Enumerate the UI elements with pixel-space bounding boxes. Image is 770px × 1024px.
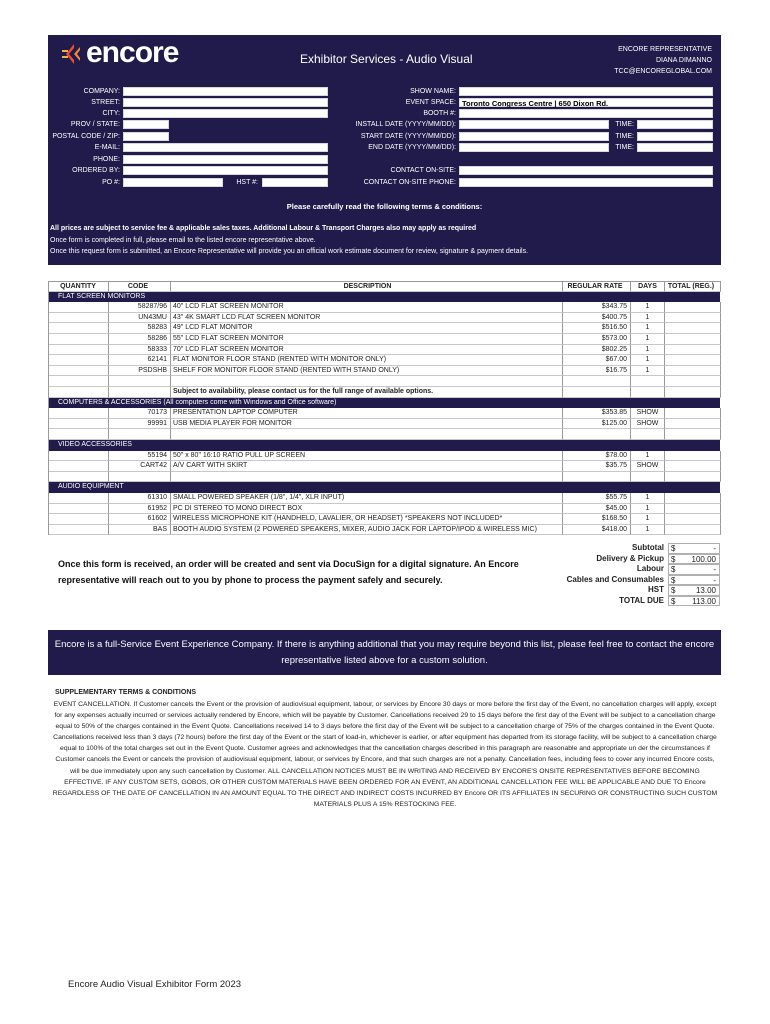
total-value [668,543,720,554]
item-days: SHOW [631,408,665,419]
company-label: COMPANY: [83,88,120,95]
amount: - [713,544,716,553]
quantity-input[interactable] [48,376,109,387]
terms-line-3: Once this request form is submitted, an Encore Representative will provide you an official work estimate document for review, signature & payment details. [50,248,529,255]
amount: 100.00 [691,554,716,564]
item-rate [563,472,631,483]
rate-header: REGULAR RATE [563,281,631,292]
category-row [48,440,720,451]
table-row [48,525,720,536]
start-time-field[interactable] [637,132,713,141]
currency-symbol: $ [671,586,676,595]
item-days: 1 [631,334,665,345]
item-days: 1 [631,313,665,324]
item-code: 55194 [109,451,171,462]
quantity-input[interactable] [48,525,109,536]
item-rate [563,387,631,398]
quantity-input[interactable] [48,504,109,515]
booth-label: BOOTH #: [423,110,456,117]
hst-label: HST #: [236,179,258,186]
item-total [665,504,721,515]
item-description: PRESENTATION LAPTOP COMPUTER [171,408,563,419]
item-description: SHELF FOR MONITOR FLOOR STAND (RENTED WITH STAND ONLY) [171,366,563,377]
item-code: 70173 [109,408,171,419]
form-title: Exhibitor Services - Audio Visual [300,52,473,66]
booth-field[interactable] [459,109,713,118]
item-code: BAS [109,525,171,536]
total-value [668,575,720,586]
ordered-by-field[interactable] [123,166,328,175]
prov-state-label: PROV / STATE: [70,121,120,128]
end-time-label: TIME: [615,144,634,151]
item-description: 49" LCD FLAT MONITOR [171,323,563,334]
item-rate: $343.75 [563,302,631,313]
terms-heading: Please carefully read the following terms & conditions: [286,202,483,211]
item-description [171,376,563,387]
item-total [665,419,721,430]
item-days: 1 [631,366,665,377]
show-name-field[interactable] [459,87,713,96]
quantity-input[interactable] [48,451,109,462]
item-total [665,334,721,345]
install-date-field[interactable] [459,120,609,129]
quantity-input[interactable] [48,355,109,366]
item-days: 1 [631,504,665,515]
total-label: Subtotal [632,543,664,552]
item-code: UN43MU [109,313,171,324]
item-total [665,461,721,472]
item-description [171,429,563,440]
email-field[interactable] [123,143,328,152]
quantity-input[interactable] [48,472,109,483]
item-description [171,472,563,483]
city-label: CITY: [102,110,120,117]
item-days [631,387,665,398]
item-code: 58333 [109,345,171,356]
table-row [48,504,720,515]
blank-row [48,472,720,483]
currency-symbol: $ [671,565,676,574]
install-date-label: INSTALL DATE (YYYY/MM/DD): [355,121,456,128]
item-total [665,514,721,525]
rep-title: ENCORE REPRESENTATIVE [618,46,712,53]
table-left-border [48,281,49,535]
item-code [109,376,171,387]
item-description: BOOTH AUDIO SYSTEM (2 POWERED SPEAKERS, MIXER, AUDIO JACK FOR LAPTOP/IPOD & WIRELESS MIC) [171,525,563,536]
supplementary-title: SUPPLEMENTARY TERMS & CONDITIONS [55,689,197,696]
qty-header: QUANTITY [48,281,109,292]
table-row [48,366,720,377]
item-rate: $55.75 [563,493,631,504]
item-description: PC DI STEREO TO MONO DIRECT BOX [171,504,563,515]
currency-symbol: $ [671,554,676,564]
table-row [48,323,720,334]
item-total [665,345,721,356]
item-days [631,472,665,483]
item-total [665,429,721,440]
item-code [109,472,171,483]
item-code [109,387,171,398]
availability-note-row [48,387,720,398]
contact-field[interactable] [459,166,713,175]
quantity-input[interactable] [48,366,109,377]
amount: 13.00 [695,586,716,595]
terms-line-2: Once form is completed in full, please email to the listed encore representative above. [50,237,316,244]
item-code: 61952 [109,504,171,515]
category-row [48,398,720,409]
item-total [665,493,721,504]
category-label: VIDEO ACCESSORIES [58,441,132,448]
quantity-input[interactable] [48,313,109,324]
total-label: Cables and Consumables [566,574,664,584]
table-row [48,355,720,366]
item-description: SMALL POWERED SPEAKER (1/8", 1/4", XLR INPUT) [171,493,563,504]
table-row [48,334,720,345]
total-label: TOTAL DUE [619,595,664,605]
contact-label: CONTACT ON-SITE: [390,167,456,174]
total-value [668,554,720,565]
table-row [48,461,720,472]
item-rate: $418.00 [563,525,631,536]
item-rate: $78.00 [563,451,631,462]
rep-email: TCC@ENCOREGLOBAL.COM [614,68,712,75]
item-rate: $125.00 [563,419,631,430]
item-rate: $45.00 [563,504,631,515]
start-time-label: TIME: [615,133,634,140]
quantity-input[interactable] [48,461,109,472]
company-field[interactable] [123,87,328,96]
item-code: PSDSHB [109,366,171,377]
ordered-by-label: ORDERED BY: [72,167,120,174]
item-total [665,376,721,387]
item-days: 1 [631,525,665,536]
table-header-row [48,281,720,292]
currency-symbol: $ [671,544,676,553]
item-days: 1 [631,345,665,356]
install-time-field[interactable] [637,120,713,129]
terms-line-1: All prices are subject to service fee & applicable sales taxes. Additional Labour & Transport Charges also may apply as required [50,225,477,232]
email-label: E-MAIL: [94,144,120,151]
item-days: 1 [631,323,665,334]
quantity-input[interactable] [48,419,109,430]
item-description: 43" 4K SMART LCD FLAT SCREEN MONITOR [171,313,563,324]
quantity-input[interactable] [48,345,109,356]
supplementary-body: EVENT CANCELLATION. If Customer cancels the Event or the provision of audiovisual equipment, labour, or services by Encore 30 days or more before the first day of the Event, no cancellation charges will apply, except for any expenses actually incurred or services actually rendered by Encore, which will be payable by Customer. Cancellations received 29 to 15 days before the first day of the Event will be subject to a cancellation charge equal to 50% of the charges contained in the Event Quote. Cancellations received 14 to 3 days before the first day of the Event will be subject to a cancellation charge of 75% of the charges contained in the Event Quote. Cancellations received less than 3 days (72 hours) before the first day of the Event or the start of load-in, whichever is earlier, or after equipment has departed from its storage facility, will be subject to a cancellation charge equal to 100% of the total charges set out in the Event Quote. Customer agrees and acknowledges that the cancellation charges described in this paragraph are reasonable and appropriate un der the circumstances if Customer cancels the Event or cancels the provision of audiovisual equipment, labour, or services by Encore, and that such charges are not a penalty. Cancellation fees, including fees to cover any incurred Encore costs, will be due immediately upon any such cancellation by Customer. ALL CANCELLATION NOTICES MUST BE IN WRITING AND RECEIVED BY ENCORE'S ONSITE REPRESENTATIVES BEFORE BECOMING EFFECTIVE. IF ANY CUSTOM SETS, GOBOS, OR OTHER CUSTOM MATERIALS HAVE BEEN ORDERED FOR AN EVENT, AN ADDITIONAL CANCELLATION FEE WILL BE APPLICABLE AND DUE TO Encore REGARDLESS OF THE DATE OF CANCELLATION IN AN AMOUNT EQUAL TO THE DIRECT AND INDIRECT COSTS INCURRED BY Encore OR ITS AFFILIATES IN SECURING OR CONSTRUCTING SUCH CUSTOM MATERIALS PLUS A 15% RESTOCKING FEE. [52,701,718,808]
code-header: CODE [109,281,171,292]
item-description: A/V CART WITH SKIRT [171,461,563,472]
quantity-input[interactable] [48,334,109,345]
amount: - [713,575,716,585]
table-row [48,313,720,324]
po-label: PO #: [102,179,120,186]
item-total [665,313,721,324]
table-row [48,419,720,430]
category-row [48,482,720,493]
docusign-note: Once this form is received, an order will be created and sent via DocuSign for a digital signature. An Encore representative will reach out to you by phone to process the payment safely and securely. [58,559,519,585]
item-description: 70" LCD FLAT SCREEN MONITOR [171,345,563,356]
contact-phone-label: CONTACT ON-SITE PHONE: [363,179,456,186]
total-value [668,596,720,607]
item-code [109,429,171,440]
item-code: 58283 [109,323,171,334]
item-code: 61310 [109,493,171,504]
table-row [48,451,720,462]
days-header: DAYS [631,281,665,292]
table-row [48,493,720,504]
quantity-input[interactable] [48,429,109,440]
item-code: CART42 [109,461,171,472]
total-label: Delivery & Pickup [596,553,664,563]
amount: - [713,565,716,574]
item-code: 61602 [109,514,171,525]
item-days: 1 [631,514,665,525]
item-rate: $400.75 [563,313,631,324]
item-rate: $35.75 [563,461,631,472]
custom-solution-banner: Encore is a full-Service Event Experience Company. If there is anything additional that you may require beyond this list, please feel free to contact the encore representative listed above for a custom solution. [48,630,721,675]
item-description: 40" LCD FLAT SCREEN MONITOR [171,302,563,313]
currency-symbol: $ [671,596,676,606]
total-value [668,564,720,575]
item-description: USB MEDIA PLAYER FOR MONITOR [171,419,563,430]
item-rate: $353.85 [563,408,631,419]
event-space-label: EVENT SPACE: [405,99,456,106]
quantity-input[interactable] [48,387,109,398]
postal-label: POSTAL CODE / ZIP: [52,133,120,140]
item-code: 58287/96 [109,302,171,313]
po-field[interactable] [123,178,223,187]
item-days: 1 [631,451,665,462]
item-days: 1 [631,493,665,504]
total-header: TOTAL (REG.) [665,281,721,292]
blank-row [48,429,720,440]
item-days [631,429,665,440]
category-label: AUDIO EQUIPMENT [58,483,124,491]
item-days: SHOW [631,461,665,472]
availability-note: Subject to availability, please contact us for the full range of available options. [171,387,563,398]
description-header: DESCRIPTION [171,281,563,292]
item-rate: $168.50 [563,514,631,525]
category-label: FLAT SCREEN MONITORS [58,292,146,300]
item-rate [563,376,631,387]
rep-name: DIANA DIMANNO [655,57,712,64]
quantity-input[interactable] [48,408,109,419]
blank-row [48,376,720,387]
item-total [665,355,721,366]
item-description: 50" x 80" 16:10 RATIO PULL UP SCREEN [171,451,563,462]
item-description: WIRELESS MICROPHONE KIT (HANDHELD, LAVALIER, OR HEADSET) *SPEAKERS NOT INCLUDED* [171,514,563,525]
table-row [48,302,720,313]
street-label: STREET: [91,99,120,106]
total-label: HST [648,585,664,594]
item-days: 1 [631,302,665,313]
table-row [48,345,720,356]
item-rate: $802.25 [563,345,631,356]
item-days: 1 [631,355,665,366]
item-description: FLAT MONITOR FLOOR STAND (RENTED WITH MONITOR ONLY) [171,355,563,366]
item-total [665,366,721,377]
item-code: 99991 [109,419,171,430]
install-time-label: TIME: [615,121,634,128]
quantity-input[interactable] [48,514,109,525]
contact-phone-field[interactable] [459,178,713,187]
item-rate: $516.50 [563,323,631,334]
footer-label: Encore Audio Visual Exhibitor Form 2023 [68,979,242,990]
item-rate: $16.75 [563,366,631,377]
street-field[interactable] [123,98,328,107]
phone-field[interactable] [123,155,328,164]
quantity-input[interactable] [48,493,109,504]
item-total [665,472,721,483]
item-code: 62141 [109,355,171,366]
brand-wordmark: encore [86,36,179,69]
item-total [665,323,721,334]
amount: 113.00 [692,596,716,606]
prov-state-field[interactable] [123,120,169,129]
item-total [665,525,721,536]
table-row [48,408,720,419]
total-label: Labour [636,564,664,573]
start-date-field[interactable] [459,132,609,141]
hst-field[interactable] [262,178,328,187]
show-name-label: SHOW NAME: [410,88,456,95]
quantity-input[interactable] [48,302,109,313]
item-description: 55" LCD FLAT SCREEN MONITOR [171,334,563,345]
category-label: COMPUTERS & ACCESSORIES (All computers come with Windows and Office software) [58,398,337,406]
item-days: SHOW [631,419,665,430]
end-time-field[interactable] [637,143,713,152]
item-days [631,376,665,387]
end-date-field[interactable] [459,143,609,152]
item-rate: $573.00 [563,334,631,345]
item-total [665,302,721,313]
item-rate [563,429,631,440]
city-field[interactable] [123,109,328,118]
item-total [665,387,721,398]
quantity-input[interactable] [48,323,109,334]
currency-symbol: $ [671,575,676,585]
phone-label: PHONE: [93,156,120,163]
event-space-field[interactable]: Toronto Congress Centre | 650 Dixon Rd. [459,98,713,107]
item-total [665,408,721,419]
postal-field[interactable] [123,132,169,141]
end-date-label: END DATE (YYYY/MM/DD): [368,144,456,151]
representative-block [614,44,712,77]
item-code: 58286 [109,334,171,345]
table-row [48,514,720,525]
item-rate: $67.00 [563,355,631,366]
category-row [48,292,720,303]
start-date-label: START DATE (YYYY/MM/DD): [360,133,456,140]
total-value [668,585,720,596]
item-total [665,451,721,462]
